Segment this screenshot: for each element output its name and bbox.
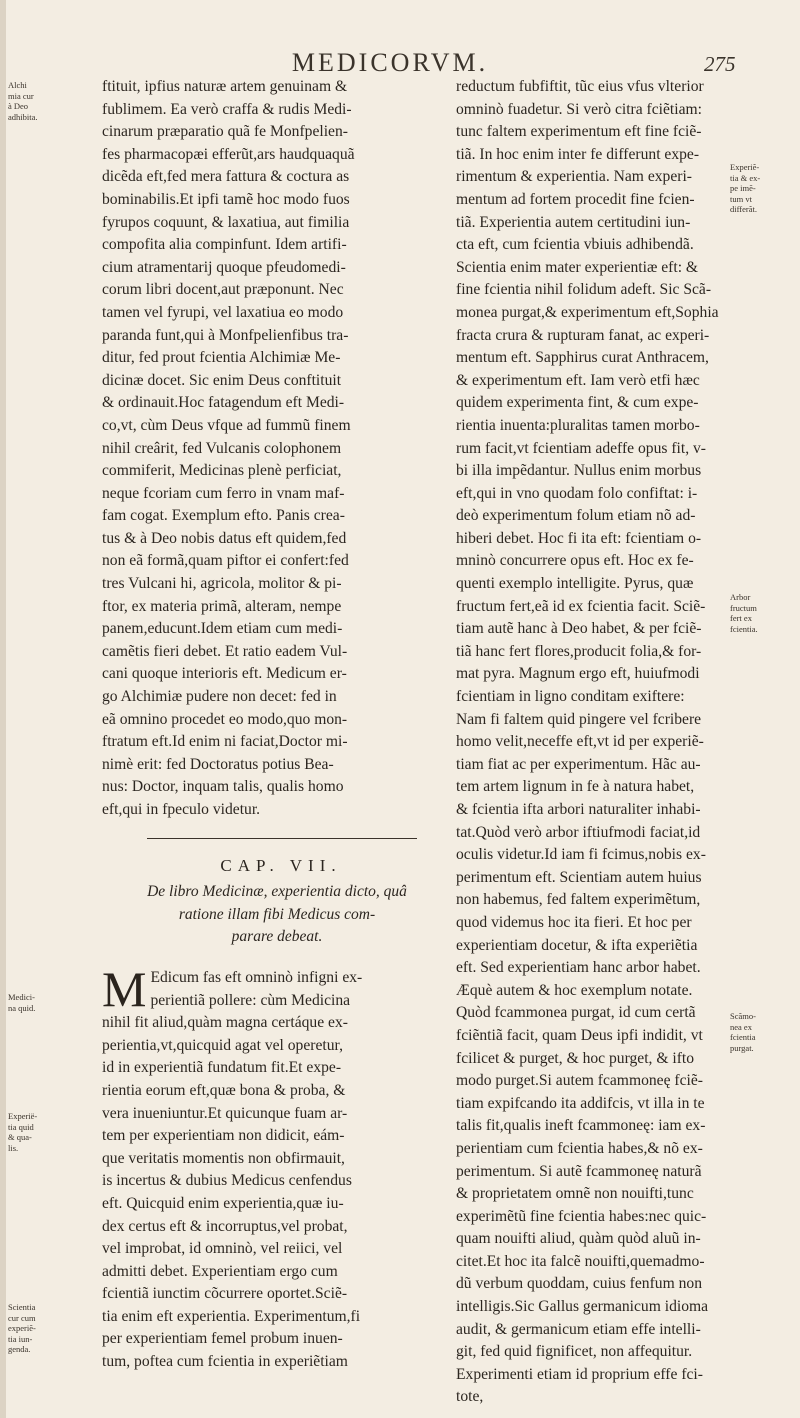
margin-note-arbor-fructum	[730, 592, 758, 634]
margin-note-line: Experiẽ-	[730, 162, 760, 172]
text-line: tus & à Deo nobis datus eft quidem,fed	[102, 529, 347, 547]
text-line: parare debeat.	[231, 928, 323, 946]
margin-note-line: Scientia	[8, 1302, 36, 1312]
text-line: non eã formã,quam piftor ei confert:fed	[102, 552, 349, 570]
text-line: tat.Quòd verò arbor iftiufmodi faciat,id	[456, 823, 701, 841]
text-line: monea purgat,& experimentum eft,Sophia	[456, 303, 719, 321]
text-line: per experientiam femel probum inuen-	[102, 1330, 343, 1348]
margin-note-line: adhibita.	[8, 111, 38, 122]
text-line: & proprietatem omnẽ non nouifti,tunc	[456, 1185, 694, 1203]
text-line: paranda funt,qui à Monfpelienfibus tra-	[102, 326, 349, 344]
section-gap	[102, 949, 442, 967]
text-line: tiam fiat ac per experimentum. Hãc au-	[456, 755, 701, 773]
text-line: cani quoque interioris eft. Medicum er-	[102, 665, 347, 683]
text-line: dũ verbum quoddam, cuius fenfum non	[456, 1275, 702, 1293]
text-line: compofita alia compinfunt. Idem artifi-	[102, 236, 347, 254]
margin-note-line: fcientia	[730, 1032, 756, 1042]
margin-note-line: tia iun-	[8, 1333, 33, 1344]
margin-note-line: cur cum	[8, 1312, 36, 1323]
text-line: tiã hanc fert flores,producit folia,& for-	[456, 642, 702, 660]
text-line: De libro Medicinæ, experientia dicto, quâ	[147, 883, 407, 901]
text-line: mat pyra. Magnum ergo eft, huiufmodi	[456, 665, 700, 683]
text-line: ftratum eft.Id enim ni faciat,Doctor mi-	[102, 733, 348, 751]
text-line: tum, poftea cum fcientia in experiẽtiam	[102, 1353, 348, 1371]
margin-note-line: nea ex	[730, 1021, 752, 1032]
text-line: cinarum præparatio quã fe Monfpelien-	[102, 123, 348, 141]
text-line: is incertus & dubius Medicus cenfendus	[102, 1172, 352, 1190]
text-line: eft. Quicquid enim experientia,quæ iu-	[102, 1194, 344, 1212]
text-line: ftor, ex materia primã, alteram, nempe	[102, 597, 342, 615]
margin-note-scammonea	[730, 1011, 756, 1053]
text-line: Æquè autem & hoc exemplum notate.	[456, 981, 693, 999]
text-line: oculis videtur.Id iam fi fcimus,nobis ex-	[456, 846, 706, 864]
text-line: git, fed quid fignificet, non affequitur.	[456, 1343, 693, 1361]
text-line: tamen vel fyrupi, vel laxatiua eo modo	[102, 303, 344, 321]
text-line: panem,educunt.Idem etiam cum medi-	[102, 620, 343, 638]
text-line: ditur, fed prout fcientia Alchimiæ Me-	[102, 349, 341, 367]
text-line: fcientiã iunctim cõcurrere oportet.Sciẽ-	[102, 1285, 348, 1303]
text-line: mninò concurrere opus eft. Hoc ex fe-	[456, 552, 694, 570]
dropcap-lines	[102, 967, 442, 1012]
text-line: camẽtis fieri debet. Et ratio eadem Vul-	[102, 642, 348, 660]
margin-note-line: Arbor	[730, 592, 751, 602]
left-column	[102, 76, 442, 1374]
text-line: tiã. In hoc enim inter fe differunt expe-	[456, 145, 700, 163]
text-line: Nam fi faltem quid pingere vel fcribere	[456, 710, 702, 728]
text-line: co,vt, cùm Deus vfque ad fummũ finem	[102, 416, 351, 434]
text-line: tem per experientiam non didicit, eám-	[102, 1127, 345, 1145]
margin-note-medicina-quid	[8, 992, 35, 1013]
text-line: homo velit,neceffe eft,vt id per experiẽ-	[456, 733, 704, 751]
text-line: id in experientiã fundatum fit.Et expe-	[102, 1059, 342, 1077]
margin-note-experientia-experimentum	[730, 162, 760, 215]
text-line: vera inueniuntur.Et quicunque fuam ar-	[102, 1104, 348, 1122]
chapter-rule	[147, 838, 417, 839]
margin-note-line: Medici-	[8, 992, 35, 1002]
text-line: rum facit,vt fcientiam adeffe opus fit, v-	[456, 439, 706, 457]
text-line: fes pharmacopæi efferũt,ars haudquaquã	[102, 145, 355, 163]
text-line: Scientia enim mater experientiæ eft: &	[456, 258, 699, 276]
text-line: quam nouifti aliud, quàm quòd aluũ in-	[456, 1230, 701, 1248]
margin-note-line: pe imẽ-	[730, 183, 756, 193]
text-line: eft,qui in vno quodam folo confiftat: i-	[456, 484, 698, 502]
text-line: rientia eorum eft,quæ bona & proba, &	[102, 1081, 346, 1099]
margin-note-line: tia & ex-	[730, 172, 761, 183]
left-text-top	[102, 76, 442, 822]
margin-note-line: differãt.	[730, 204, 757, 214]
text-line: fyrupos coquunt, & laxatiua, aut fimilia	[102, 213, 350, 231]
chapter-opening	[102, 967, 442, 1012]
text-line: que veritatis momentis non obfirmauit,	[102, 1149, 345, 1167]
text-line: tiam autẽ hanc à Deo habet, & per fciẽ-	[456, 620, 702, 638]
left-text-bottom	[102, 1012, 442, 1374]
text-line: fcientiam in ligno conditam exiftere:	[456, 688, 685, 706]
margin-note-line: Alchi	[8, 80, 27, 90]
text-line: fublimem. Ea verò craffa & rudis Medi-	[102, 100, 352, 118]
page-number: 275	[704, 52, 736, 76]
margin-note-scientia	[8, 1302, 36, 1355]
text-line: cta eft, cum fcientia vbiuis adhibendã.	[456, 236, 694, 254]
text-line: perimentum eft. Scientiam autem huius	[456, 868, 702, 886]
text-line: experimẽtũ fine fcientia habes:nec quic-	[456, 1207, 707, 1225]
text-line: quenti exemplo intelligite. Pyrus, quæ	[456, 575, 694, 593]
right-text	[456, 76, 800, 1409]
text-line: bominabilis.Et ipfi tamẽ hoc modo fuos	[102, 190, 350, 208]
text-line: & ordinauit.Hoc fatagendum eft Medi-	[102, 394, 345, 412]
text-line: hiberi debet. Hoc fi ita eft: fcientiam o-	[456, 529, 702, 547]
text-line: tem artem lignum in fe à natura habet,	[456, 778, 695, 796]
text-line: mentum ad fortem procedit fine fcien-	[456, 190, 695, 208]
margin-note-line: purgat.	[730, 1042, 754, 1053]
text-line: dex certus eft & incorruptus,vel probat,	[102, 1217, 348, 1235]
text-line: intelligis.Sic Gallus germanicum idioma	[456, 1298, 709, 1316]
margin-note-line: tia quid	[8, 1121, 34, 1132]
text-line: commiferit, Medicinas plenè perficiat,	[102, 462, 342, 480]
text-line: corum libri docent,aut præponunt. Nec	[102, 281, 344, 299]
text-line: nihil fit aliud,quàm magna certáque ex-	[102, 1014, 348, 1032]
text-line: perientia,vt,quicquid agat vel operetur,	[102, 1036, 343, 1054]
text-line: fciẽntiã facit, quam Deus ipfi indidit, vt	[456, 1026, 703, 1044]
text-line: admitti debet. Experientiam ergo cum	[102, 1262, 338, 1280]
margin-note-line: à Deo	[8, 101, 29, 111]
text-line: omninò fuadetur. Si verò citra fciẽtiam:	[456, 100, 702, 118]
text-line: eã omnino procedet eo modo,quo mon-	[102, 710, 348, 728]
margin-note-line: & qua-	[8, 1132, 32, 1142]
margin-note-line: experiẽ-	[8, 1323, 36, 1333]
margin-note-line: genda.	[8, 1344, 31, 1354]
chapter-subtitle	[102, 881, 442, 949]
text-line: modo purget.Si autem fcammoneę fciẽ-	[456, 1072, 703, 1090]
chapter-heading: CAP. VII.	[220, 855, 342, 875]
text-line: tiam expifcando ita addifcis, vt illa in te	[456, 1094, 705, 1112]
margin-note-line: lis.	[8, 1142, 19, 1153]
text-line: fracta crura & rupturam fanat, ac experi-	[456, 326, 710, 344]
text-line: fcilicet & purget, & hoc purget, & ifto	[456, 1049, 695, 1067]
text-line: quidem experimenta fint, & cum expe-	[456, 394, 699, 412]
text-line: rimentum & experientia. Nam experi-	[456, 168, 692, 186]
text-line: non habemus, fed faltem experimẽtum,	[456, 891, 701, 909]
text-line: nimè erit: fed Doctoratus potius Bea-	[102, 755, 334, 773]
text-line: perientiã pollere: cùm Medicina	[150, 991, 351, 1009]
text-line: ratione illam fibi Medicus com-	[178, 905, 376, 923]
text-line: tiã. Experientia autem certitudini iun-	[456, 213, 691, 231]
text-line: Quòd fcammonea purgat, id cum certã	[456, 1004, 696, 1022]
margin-note-experientia-quid	[8, 1111, 37, 1153]
margin-note-line: mia cur	[8, 90, 34, 101]
text-line: ftituit, ipfius naturæ artem genuinam &	[102, 78, 348, 95]
text-line: tote,	[456, 1388, 484, 1406]
text-line: quod videmus hoc ita fieri. Et hoc per	[456, 913, 692, 931]
text-line: fructum fert,eã id ex fcientia facit. Sciẽ-	[456, 597, 706, 615]
margin-note-line: fcientia.	[730, 623, 758, 634]
text-line: tres Vulcani hi, agricola, molitor & pi-	[102, 575, 342, 593]
text-line: cium atramentarij quoque pfeudomedi-	[102, 258, 346, 276]
text-line: perimentum. Si autẽ fcammoneę naturã	[456, 1162, 702, 1180]
text-line: vel improbat, id omninò, vel reiici, vel	[102, 1240, 343, 1258]
text-line: experientiam docetur, & ifta experiẽtia	[456, 936, 698, 954]
page-edge	[0, 0, 6, 1418]
text-line: eft,qui in fpeculo videtur.	[102, 801, 261, 818]
text-line: & fcientia ifta arbori naturaliter inhabi-	[456, 801, 701, 818]
text-line: Experimenti etiam id proprium effe fci-	[456, 1365, 703, 1383]
text-line: nihil creârit, fed Vulcanis colophonem	[102, 439, 342, 457]
text-line: eft. Sed experientiam hanc arbor habet.	[456, 959, 701, 977]
text-line: bi illa impẽdantur. Nullus enim morbus	[456, 462, 702, 480]
text-line: talis fit,qualis ineft fcammoneę: iam ex-	[456, 1117, 706, 1135]
margin-note-alchimia	[8, 80, 38, 122]
margin-note-line: Experië-	[8, 1111, 38, 1121]
text-line: fam cogat. Exemplum efto. Panis crea-	[102, 507, 345, 525]
margin-note-line: fructum	[730, 602, 757, 613]
text-line: mentum eft. Sapphirus curat Anthracem,	[456, 349, 709, 367]
text-line: rientia inuenta:pluralitas tamen morbo-	[456, 416, 700, 434]
text-line: dicinæ docet. Sic enim Deus conftituit	[102, 371, 342, 389]
text-line: & experimentum eft. Iam verò etfi hæc	[456, 371, 700, 389]
text-line: deò experimentum folum etiam nõ ad-	[456, 507, 696, 525]
text-line: dicẽda eft,fed mera fattura & coctura as	[102, 168, 350, 186]
text-line: citet.Et hoc ita falcẽ nouifti,quemadmo-	[456, 1252, 705, 1270]
text-line: go Alchimiæ pudere non decet: fed in	[102, 688, 337, 706]
margin-note-line: na quid.	[8, 1002, 36, 1013]
margin-note-line: fert ex	[730, 613, 752, 623]
text-line: Edicum fas eft omninò infigni ex-	[150, 968, 363, 986]
text-line: audit, & germanicum etiam effe intelli-	[456, 1320, 701, 1338]
text-line: nus: Doctor, inquam talis, qualis homo	[102, 778, 344, 796]
margin-note-line: Scãmo-	[730, 1011, 756, 1021]
text-line: neque fcoriam cum ferro in vnam maf-	[102, 484, 345, 502]
right-column	[456, 76, 800, 1409]
text-line: fine fcientia nihil folidum adeft. Sic Scã-	[456, 281, 712, 299]
running-title: MEDICORVM.	[291, 48, 489, 77]
margin-note-line: tum vt	[730, 193, 752, 204]
text-line: tia enim eft experientia. Experimentum,fi	[102, 1307, 361, 1325]
dropcap-letter: M	[102, 966, 147, 1013]
text-line: tunc faltem experimentum eft fine fciẽ-	[456, 123, 702, 141]
text-line: perientiam cum fcientia habes,& nõ ex-	[456, 1139, 703, 1157]
text-line: reductum fubfiftit, tũc eius vfus vlterior	[456, 78, 704, 95]
